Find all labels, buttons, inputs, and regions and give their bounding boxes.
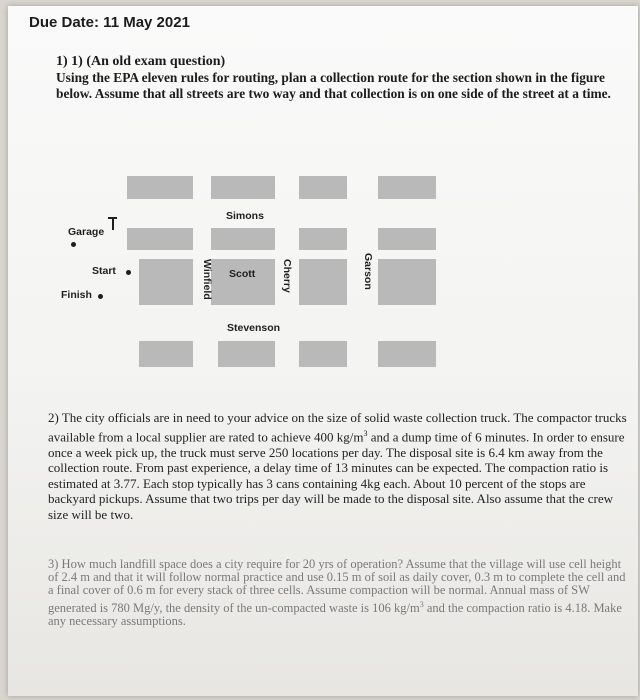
city-block <box>139 341 193 367</box>
question-2-text-part: and a dump time of 6 minutes. In order to ensure once a week pick up, the truck must serve 250 locations per day. The disposal site is 6.4 km away from the collection route. From past experience, a delay time of 13 minutes can be expected. The compaction ratio is estimated at 3.77. Each stop typically has 3 cans containing 4kg each. About 10 percent of the stops are backyard pickups. Assume that two trips per day will be made to the disposal site. Also assume that the crew size will be two. <box>48 428 625 522</box>
city-block <box>127 176 193 199</box>
street-label-scott: Scott <box>229 268 256 280</box>
question-2-text <box>48 410 634 522</box>
street-label-stevenson: Stevenson <box>227 322 281 334</box>
street-label-garson: Garson <box>362 253 374 290</box>
question-3-text <box>48 558 634 628</box>
garage-dot <box>71 242 76 247</box>
city-block <box>127 228 193 250</box>
finish-label: Finish <box>61 289 92 301</box>
start-label: Start <box>92 265 116 277</box>
city-block <box>211 176 275 199</box>
due-date: Due Date: 11 May 2021 <box>29 14 190 31</box>
city-block <box>211 228 275 250</box>
question-1-title: 1) 1) (An old exam question) <box>56 54 226 69</box>
street-label-winfield: Winfield <box>201 259 213 300</box>
superscript: 3 <box>419 599 424 609</box>
city-block <box>299 259 347 305</box>
garage-marker-icon <box>112 217 114 230</box>
question-2-text-part: 2) The city officials are in need to your advice on the size of solid waste collection truck. The compactor trucks available from a local supplier are rated to achieve 400 kg/m <box>48 410 627 444</box>
city-block <box>299 228 347 250</box>
street-label-simons: Simons <box>226 210 264 222</box>
city-block <box>378 176 436 199</box>
city-block <box>378 341 436 367</box>
question-1-text: Using the EPA eleven rules for routing, plan a collection route for the section shown in the figure below. Assume that all streets are two way and that collection is on one side of the street at a time. <box>56 70 611 101</box>
start-dot <box>126 270 131 275</box>
city-block <box>139 259 193 305</box>
garage-marker-icon-top <box>108 217 117 219</box>
city-block <box>378 259 436 305</box>
city-block <box>378 228 436 250</box>
street-label-cherry: Cherry <box>281 259 293 293</box>
worksheet-page <box>8 6 638 696</box>
question-3-text-part: and the compaction ratio is 4.18. Make any necessary assumptions. <box>48 600 622 628</box>
question-3-text-part: 3) How much landfill space does a city require for 20 yrs of operation? Assume that the village will use cell height of 2.4 m and that it will follow normal practice and use 0.15 m of soil as daily cover, 0.3 m to complete the cell and a final cover of 0.6 m for every stack of three cells. Assume compaction will be normal. Annual mass of SW generated is 780 Mg/y, the density of the un-compacted waste is 106 kg/m <box>48 557 626 615</box>
superscript: 3 <box>363 428 368 438</box>
city-block <box>299 176 347 199</box>
garage-label: Garage <box>68 226 105 238</box>
city-block <box>299 341 347 367</box>
city-block <box>211 259 275 305</box>
finish-dot <box>98 294 103 299</box>
city-block <box>218 341 275 367</box>
